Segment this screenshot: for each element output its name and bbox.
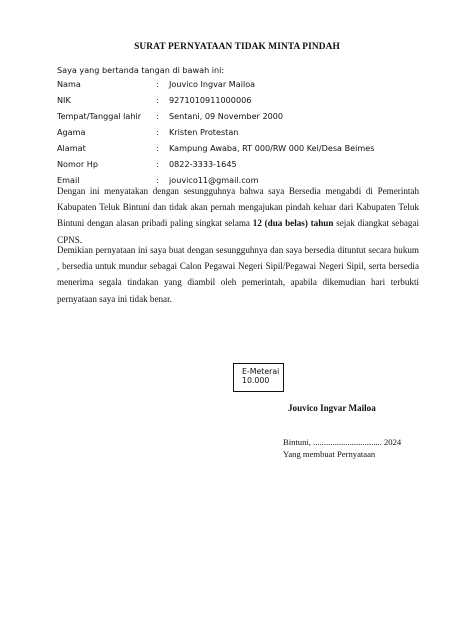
identity-colon: :	[156, 159, 159, 169]
identity-value: 0822-3333-1645	[169, 159, 237, 169]
identity-value: 9271010911000006	[169, 95, 252, 105]
identity-value: Jouvico Ingvar Mailoa	[169, 79, 256, 89]
identity-row-phone	[57, 159, 427, 175]
intro-text: Saya yang bertanda tangan di bawah ini:	[57, 65, 225, 75]
identity-colon: :	[156, 143, 159, 153]
statement-paragraph	[57, 183, 419, 248]
identity-label: Agama	[57, 127, 86, 137]
stamp-value: 10.000	[242, 376, 270, 386]
identity-colon: :	[156, 95, 159, 105]
e-meterai-stamp	[233, 363, 284, 392]
identity-value: Kristen Protestan	[169, 127, 239, 137]
identity-colon: :	[156, 175, 159, 185]
identity-row-nik	[57, 95, 427, 111]
statement-text-start: Dengan ini menyatakan dengan sesungguhnya bahwa saya Bersedia mengabdi di Pemerintah Kabupaten Teluk Bintuni dan tidak akan pernah mengajukan pindah keluar dari Kabupaten Teluk Bintuni dengan alasan pribadi paling singkat selama	[57, 186, 419, 229]
identity-label: Tempat/Tanggal lahir	[57, 111, 142, 121]
identity-label: Email	[57, 175, 80, 185]
identity-colon: :	[156, 127, 159, 137]
identity-label: NIK	[57, 95, 71, 105]
statement-duration: 12 (dua belas) tahun	[252, 218, 334, 229]
signatory-name: Jouvico Ingvar Mailoa	[288, 403, 376, 413]
identity-row-religion	[57, 127, 427, 143]
identity-label: Nama	[57, 79, 81, 89]
signature-place-date: Bintuni, ................................ 2024	[283, 437, 402, 447]
identity-colon: :	[156, 111, 159, 121]
identity-table	[57, 79, 427, 191]
statement-text-end: sejak diangkat sebagai CPNS.	[57, 218, 420, 245]
identity-row-address	[57, 143, 427, 159]
identity-value: jouvico11@gmail.com	[169, 175, 259, 185]
letter-title: SURAT PERNYATAAN TIDAK MINTA PINDAH	[134, 42, 340, 52]
identity-label: Alamat	[57, 143, 86, 153]
identity-value: Sentani, 09 November 2000	[169, 111, 284, 121]
identity-value: Kampung Awaba, RT 000/RW 000 Kel/Desa Beimes	[169, 143, 375, 153]
closing-paragraph: Demikian pernyataan ini saya buat dengan sesungguhnya dan saya bersedia dituntut secara hukum , bersedia untuk mundur sebagai Calon Pegawai Negeri Sipil/Pegawai Negeri Sipil, serta bersedia menerima segala tindakan yang diambil oleh pemerintah, apabila dikemudian hari terbukti pernyataan saya ini tidak benar.	[57, 245, 419, 304]
signature-role: Yang membuat Pernyataan	[283, 449, 376, 459]
identity-row-name	[57, 79, 427, 95]
identity-colon: :	[156, 79, 159, 89]
identity-row-birth	[57, 111, 427, 127]
identity-label: Nomor Hp	[57, 159, 98, 169]
stamp-label: E-Meterai	[242, 367, 280, 376]
